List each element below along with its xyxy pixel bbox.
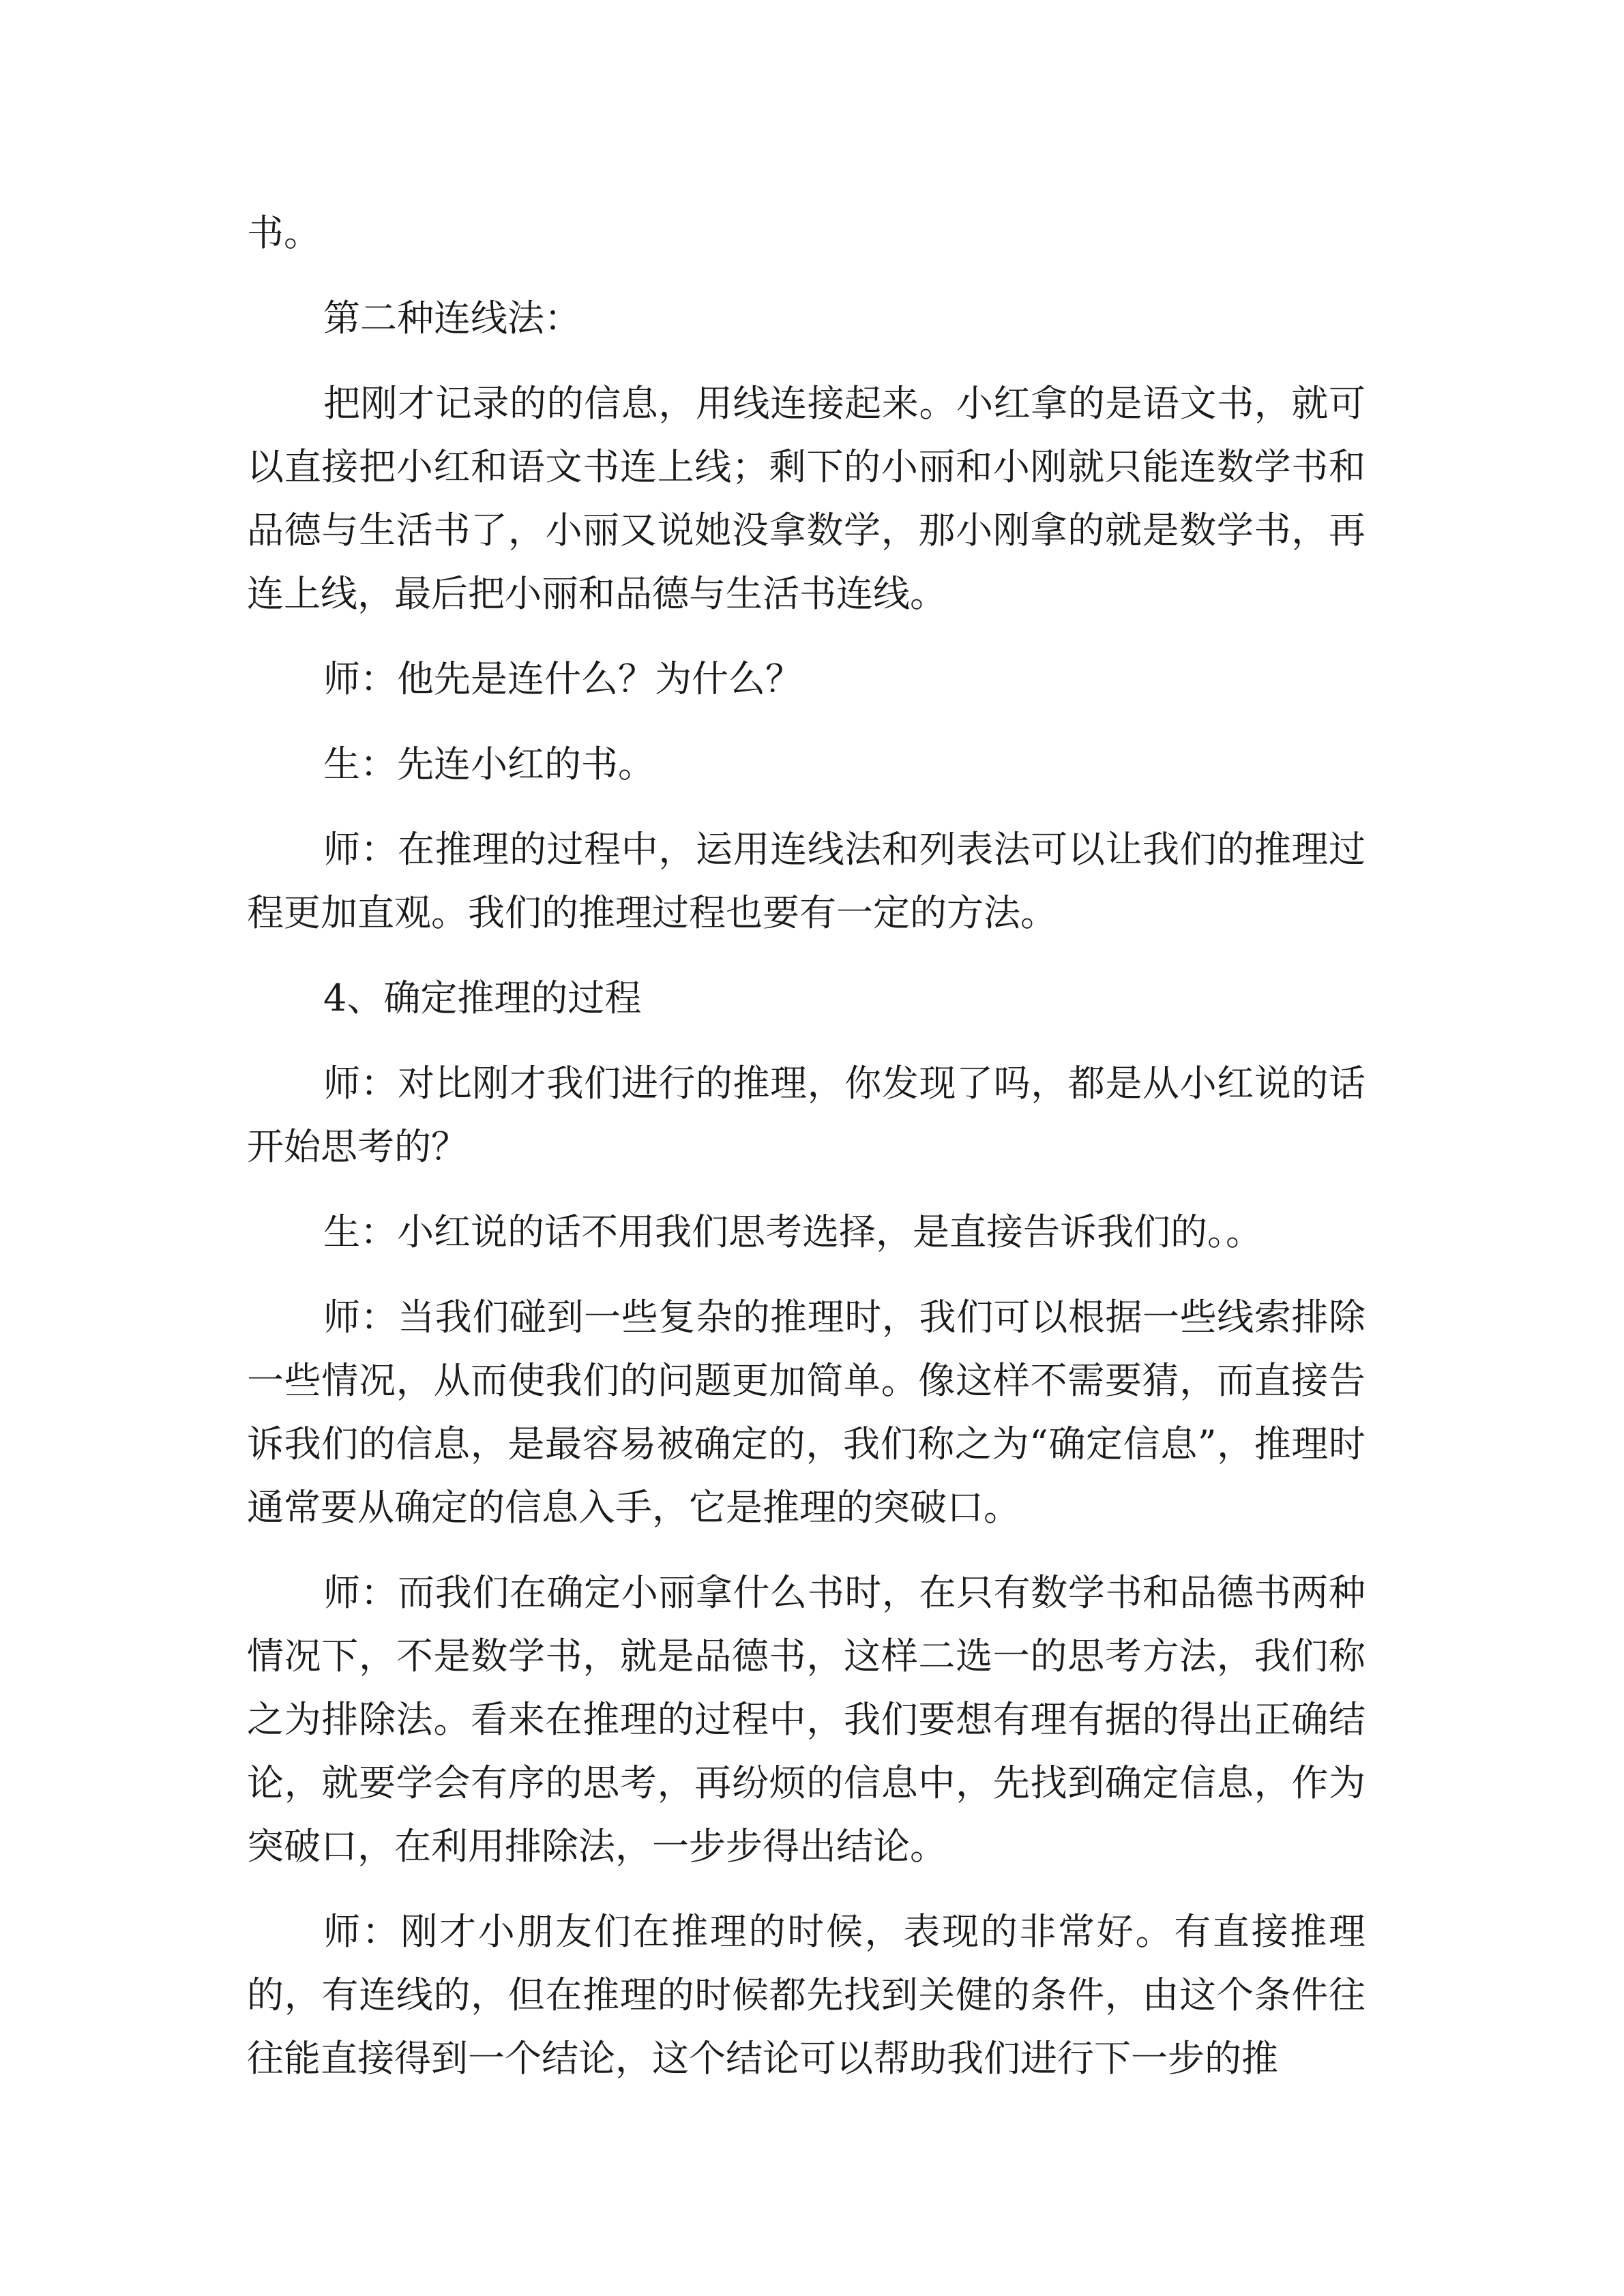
- document-body: [247, 201, 1365, 2090]
- paragraph: 生：小红说的话不用我们思考选择，是直接告诉我们的。。: [323, 1210, 1263, 1253]
- paragraph: 师：在推理的过程中，运用连线法和列表法可以让我们的推理过程更加直观。我们的推理过程也要有一定的方法。: [247, 828, 1365, 934]
- paragraph: 把刚才记录的的信息，用线连接起来。小红拿的是语文书，就可以直接把小红和语文书连上线；剩下的小丽和小刚就只能连数学书和品德与生活书了，小丽又说她没拿数学，那小刚拿的就是数学书，再连上线，最后把小丽和品德与生活书连线。: [247, 382, 1365, 615]
- paragraph: 师：刚才小朋友们在推理的时候，表现的非常好。有直接推理的，有连线的，但在推理的时候都先找到关健的条件，由这个条件往往能直接得到一个结论，这个结论可以帮助我们进行下一步的推: [247, 1910, 1365, 2080]
- paragraph: 生：先连小红的书。: [323, 743, 655, 786]
- paragraph: 师：当我们碰到一些复杂的推理时，我们可以根据一些线索排除一些情况，从而使我们的问题更加简单。像这样不需要猜，而直接告诉我们的信息，是最容易被确定的，我们称之为“确定信息”，推理时通常要从确定的信息入手，它是推理的突破口。: [247, 1296, 1365, 1529]
- paragraph: 第二种连线法：: [323, 297, 581, 340]
- section-heading: 4、确定推理的过程: [323, 976, 642, 1019]
- paragraph: 师：而我们在确定小丽拿什么书时，在只有数学书和品德书两种情况下，不是数学书，就是品德书，这样二选一的思考方法，我们称之为排除法。看来在推理的过程中，我们要想有理有据的得出正确结论，就要学会有序的思考，再纷烦的信息中，先找到确定信息，作为突破口，在利用排除法，一步步得出结论。: [247, 1571, 1365, 1868]
- paragraph: 师：对比刚才我们进行的推理，你发现了吗，都是从小红说的话开始思考的？: [247, 1062, 1365, 1168]
- paragraph: 书。: [247, 211, 321, 254]
- paragraph: 师：他先是连什么？为什么？: [323, 657, 802, 700]
